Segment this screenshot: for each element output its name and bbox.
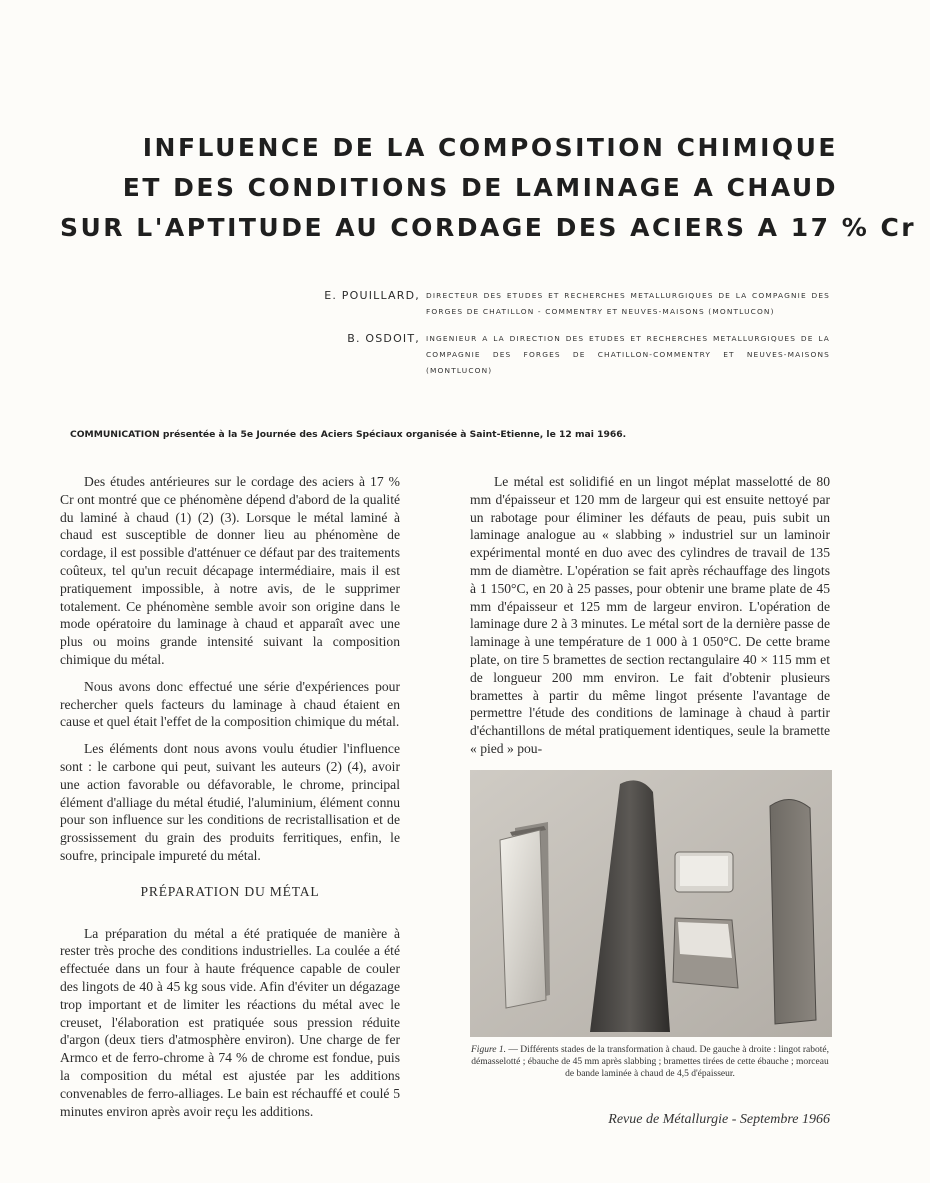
author-name: E. POUILLARD, bbox=[324, 289, 420, 302]
article-title bbox=[60, 128, 917, 248]
journal-footer: Revue de Métallurgie - Septembre 1966 bbox=[608, 1112, 830, 1127]
paragraph: Nous avons donc effectué une série d'expériences pour rechercher quels facteurs du laminage à chaud étaient en cause et quel était l'effet de la composition chimique du métal. bbox=[60, 678, 400, 730]
hot-rolled-strip bbox=[770, 799, 816, 1024]
figure-caption bbox=[466, 1044, 834, 1080]
paragraph: Les éléments dont nous avons voulu étudier l'influence sont : le carbone qui peut, suivant les auteurs (2) (4), avoir une action favorable ou défavorable, le chrome, principal élément d'alliage du métal étudié, l'aluminium, élément connu pour son influence sur les conditions de recristallisation et de grossissement du grain des produits ferritiques, enfin, le soufre, principale impureté du métal. bbox=[60, 741, 400, 863]
author-row bbox=[240, 288, 830, 320]
author-affiliation: DIRECTEUR DES ETUDES ET RECHERCHES METALLURGIQUES DE LA COMPAGNIE DES FORGES DE CHATILLON - COMMENTRY ET NEUVES-MAISONS (MONTLUCON) bbox=[426, 291, 830, 316]
right-column bbox=[470, 473, 830, 767]
section-heading: PRÉPARATION DU MÉTAL bbox=[140, 883, 320, 899]
communication-note: COMMUNICATION présentée à la 5e Journée des Aciers Spéciaux organisée à Saint-Etienne, le 12 mai 1966. bbox=[70, 429, 627, 440]
authors-block bbox=[240, 288, 830, 390]
author-row bbox=[240, 331, 830, 379]
small-bar-bottom bbox=[673, 918, 738, 988]
title-line-1: INFLUENCE DE LA COMPOSITION CHIMIQUE bbox=[142, 133, 838, 162]
author-affiliation: INGENIEUR A LA DIRECTION DES ETUDES ET RECHERCHES METALLURGIQUES DE LA COMPAGNIE DES FORGES DE CHATILLON-COMMENTRY ET NEUVES-MAISONS (MONTLUCON) bbox=[426, 334, 830, 375]
paragraph: La préparation du métal a été pratiquée de manière à rester très proche des conditions industrielles. La coulée a été effectuée dans un four à haute fréquence capable de couler des lingots de 40 à 45 kg sous vide. Afin d'éviter un dégazage trop important et de limiter les réactions du métal avec le creuset, l'élaboration est pratiquée sous pression réduite d'argon (deux tiers d'atmosphère environ). Une charge de fer Armco et de ferro-chrome à 74 % de chrome est fondue, puis la composition du métal est ajustée par les additions convenables de ferro-alliages. Le bain est réchauffé et coulé 5 minutes environ après avoir reçu les additions. bbox=[60, 925, 400, 1119]
left-column bbox=[60, 473, 400, 1129]
ingot-planed bbox=[500, 822, 550, 1008]
caption-label: Figure 1. bbox=[471, 1045, 507, 1055]
author-name: B. OSDOIT, bbox=[347, 332, 420, 345]
figure-photo bbox=[470, 770, 832, 1037]
title-line-2: ET DES CONDITIONS DE LAMINAGE A CHAUD bbox=[122, 173, 838, 202]
small-bar-top bbox=[675, 852, 733, 892]
paragraph: Des études antérieures sur le cordage des aciers à 17 % Cr ont montré que ce phénomène dépend d'abord de la qualité du laminé à chaud (1) (2) (3). Lorsque le métal laminé à chaud est susceptible de donner lieu au phénomène de cordage, il est possible d'atténuer ce défaut par des traitements coûteux, tel qu'un recuit décapage intermédiaire, mais il est pratiquement impossible, à notre avis, de le supprimer totalement. Ce phénomène semble avoir son origine dans le mode opératoire du laminage à chaud et apparaît avec une plus ou moins grande intensité suivant la composition chimique du métal. bbox=[60, 474, 400, 667]
paragraph: Le métal est solidifié en un lingot méplat masselotté de 80 mm d'épaisseur et 120 mm de largeur qui est ensuite nettoyé par un rabotage pour éliminer les défauts de peau, puis subit un laminage analogue au « slabbing » industriel sur un laminoir expérimental monté en duo avec des cylindres de travail de 135 mm de diamètre. L'opération se fait après réchauffage des lingots à 1 150°C, en 20 à 25 passes, pour obtenir une brame plate de 45 mm d'épaisseur et 125 mm de largeur environ. L'opération de laminage dure 2 à 3 minutes. Le métal sort de la dernière passe de laminage à une température de 1 000 à 1 050°C. De cette brame plate, on tire 5 bramettes de section rectangulaire 40 × 115 mm et de longueur 200 mm environ. Le fait d'obtenir plusieurs bramettes à partir du même lingot présente l'avantage de permettre l'étude des conditions de laminage à chaud à partir d'échantillons de métal pratiquement identiques, seule la bramette « pied » pou- bbox=[470, 474, 830, 756]
caption-text: — Différents stades de la transformation à chaud. De gauche à droite : lingot raboté, démasselotté ; ébauche de 45 mm après slabbing ; bramettes tirées de cette ébauche ; morceau de bande laminée à chaud de 4,5 d'épaisseur. bbox=[471, 1045, 829, 1079]
title-line-3: SUR L'APTITUDE AU CORDAGE DES ACIERS A 17 % Cr bbox=[60, 213, 917, 242]
